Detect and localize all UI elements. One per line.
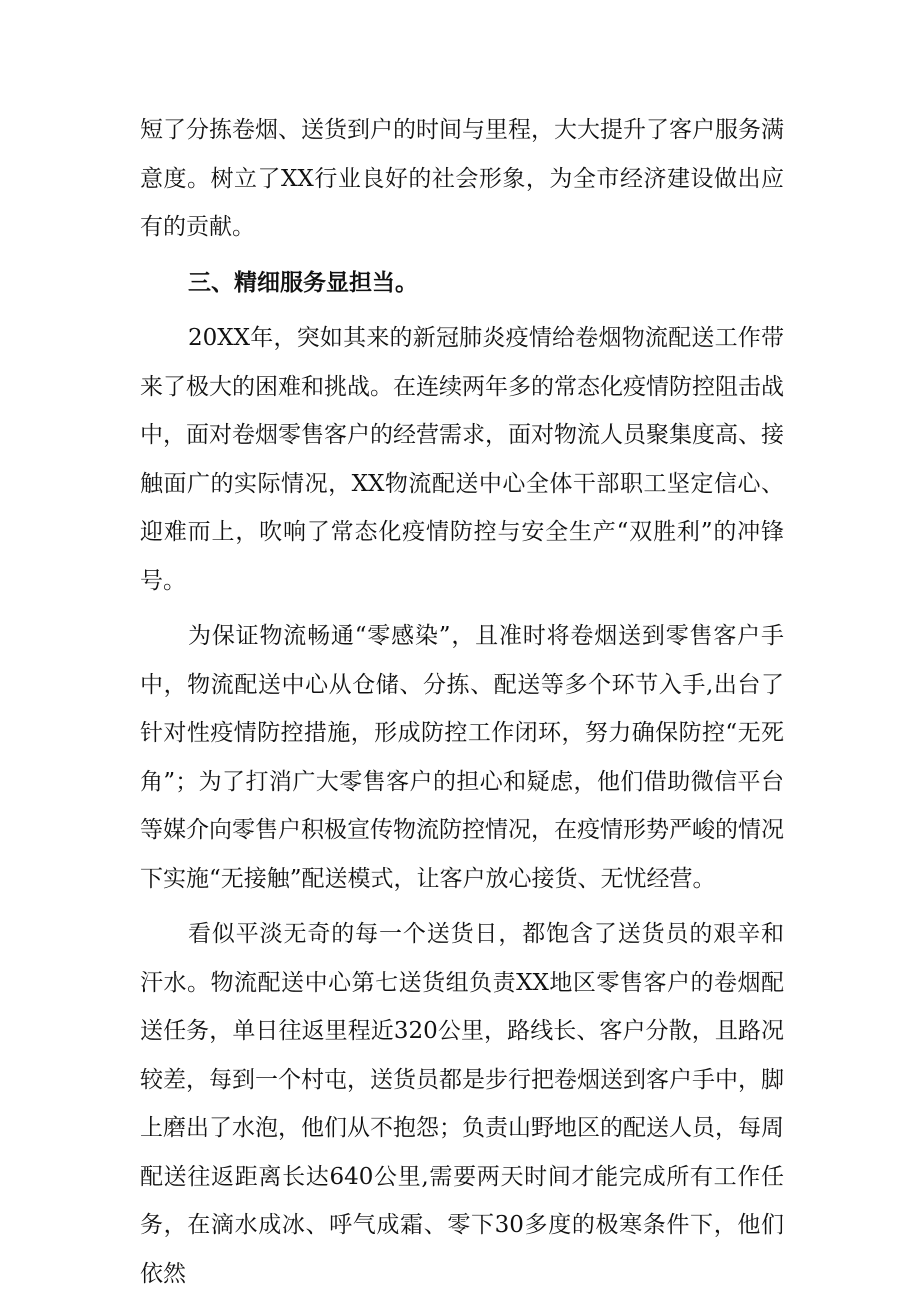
paragraph-gap [140,903,784,910]
paragraph-gap [140,252,784,259]
paragraph-delivery: 看似平淡无奇的每一个送货日，都饱含了送货员的艰辛和汗水。物流配送中心第七送货组负责XX地区零售客户的卷烟配送任务，单日往返里程近320公里，路线长、客户分散，且路况较差，每到一个村屯，送货员都是步行把卷烟送到客户手中，脚上磨出了水泡，他们从不抱怨；负责山野地区的配送人员，每周配送往返距离长达640公里,需要两天时间才能完成所有工作任务，在滴水成冰、呼气成霜、零下30多度的极寒条件下，他们依然 [140,921,784,1287]
section-heading: 三、精细服务显担当。 [188,268,418,296]
paragraph-epidemic: 20XX年，突如其来的新冠肺炎疫情给卷烟物流配送工作带来了极大的困难和挑战。在连续两年多的常态化疫情防控阻击战中，面对卷烟零售客户的经营需求，面对物流人员聚集度高、接触面广的实际情况，XX物流配送中心全体干部职工坚定信心、迎难而上，吹响了常态化疫情防控与安全生产“双胜利”的冲锋号。 [140,325,784,594]
paragraph-measures: 为保证物流畅通“零感染”，且准时将卷烟送到零售客户手中，物流配送中心从仓储、分拣、配送等多个环节入手,出台了针对性疫情防控措施，形成防控工作闭环，努力确保防控“无死角”；为了打消广大零售客户的担心和疑虑，他们借助微信平台等媒介向零售户积极宣传物流防控情况，在疫情形势严峻的情况下实施“无接触”配送模式，让客户放心接货、无忧经营。 [140,623,784,892]
paragraph-intro: 短了分拣卷烟、送货到户的时间与里程，大大提升了客户服务满意度。树立了XX行业良好的社会形象，为全市经济建设做出应有的贡献。 [140,117,784,240]
paragraph-gap [140,605,784,612]
paragraph-gap [140,307,784,314]
